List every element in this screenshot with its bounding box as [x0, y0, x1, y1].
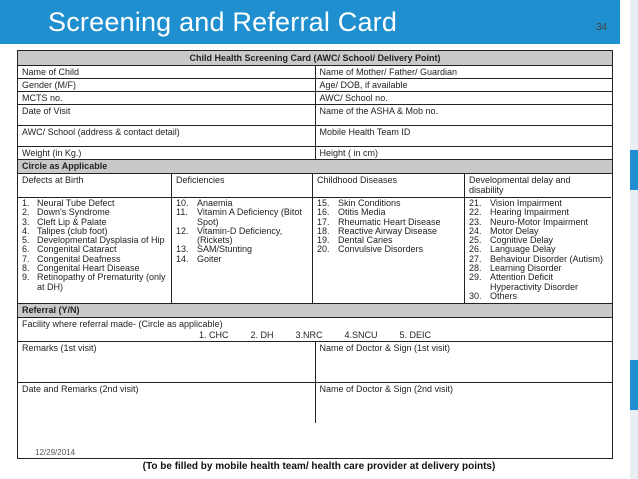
remarks-row-2 [18, 383, 612, 423]
category-heading: Deficiencies [172, 174, 312, 198]
condition-number: 24. [469, 225, 482, 236]
info-field-left: Weight (in Kg.) [22, 148, 82, 158]
condition-number: 23. [469, 216, 482, 227]
info-field-left: Name of Child [22, 67, 80, 77]
condition-number: 14. [176, 253, 189, 264]
condition-list [18, 198, 171, 294]
category-column [464, 174, 611, 303]
condition-number: 20. [317, 244, 330, 255]
condition-number: 2. [22, 207, 30, 218]
facility-option: 2. DH [250, 330, 274, 341]
screening-card [17, 50, 613, 459]
condition-text: Otitis Media [338, 207, 386, 218]
facility-option: 4.SNCU [344, 330, 378, 341]
edge-mark [630, 360, 638, 410]
category-heading: Developmental delay and disability [465, 174, 611, 198]
condition-text: Language Delay [490, 244, 556, 255]
condition-text: Cleft Lip & Palate [37, 216, 107, 227]
condition-number: 4. [22, 225, 30, 236]
info-field-right: AWC/ School no. [315, 92, 613, 104]
condition-item [22, 273, 167, 292]
condition-number: 19. [317, 235, 330, 246]
info-row [18, 79, 612, 92]
condition-number: 26. [469, 244, 482, 255]
condition-number: 15. [317, 198, 330, 208]
condition-number: 9. [22, 272, 30, 283]
card-header: Child Health Screening Card (AWC/ School/ Delivery Point) [18, 51, 612, 66]
facility-option: 3.NRC [295, 330, 323, 341]
info-field-right: Name of the ASHA & Mob no. [315, 105, 613, 125]
condition-item [176, 208, 308, 227]
condition-number: 29. [469, 272, 482, 283]
edge-mark [630, 150, 638, 190]
info-field-left: Date of Visit [22, 106, 71, 116]
condition-number: 5. [22, 235, 30, 246]
remarks-second-visit: Date and Remarks (2nd visit) [22, 384, 139, 395]
condition-text: Down's Syndrome [37, 207, 110, 218]
info-rows [18, 66, 612, 160]
condition-text: Motor Delay [490, 225, 539, 236]
condition-text: Neural Tube Defect [37, 198, 115, 208]
condition-text: Vitamin A Deficiency (Bitot Spot) [197, 207, 302, 227]
condition-text: Behaviour Disorder (Autism) [490, 253, 604, 264]
condition-grid [18, 174, 612, 304]
condition-text: Reactive Airway Disease [338, 225, 438, 236]
condition-item [176, 255, 308, 264]
condition-number: 18. [317, 225, 330, 236]
condition-text: Talipes (club foot) [37, 225, 108, 236]
category-heading: Childhood Diseases [313, 174, 464, 198]
condition-number: 7. [22, 253, 30, 264]
condition-text: Cognitive Delay [490, 235, 554, 246]
condition-text: Dental Caries [338, 235, 393, 246]
info-row [18, 105, 612, 126]
title-banner [0, 0, 620, 44]
condition-list [465, 198, 611, 303]
condition-text: Anaemia [197, 198, 233, 208]
condition-text: Retinopathy of Prematurity (only at DH) [37, 272, 166, 292]
doctor-sign-first-visit: Name of Doctor & Sign (1st visit) [315, 342, 613, 382]
slide-edge-decoration [630, 0, 638, 479]
condition-text: Attention Deficit Hyperactivity Disorder [490, 272, 579, 292]
info-field-left: AWC/ School (address & contact detail) [22, 127, 180, 137]
condition-number: 22. [469, 207, 482, 218]
condition-text: SAM/Stunting [197, 244, 253, 255]
condition-number: 30. [469, 290, 482, 301]
condition-number: 28. [469, 263, 482, 274]
condition-number: 13. [176, 244, 189, 255]
condition-number: 17. [317, 216, 330, 227]
condition-list [313, 198, 464, 257]
facility-option: 1. CHC [198, 330, 229, 341]
card-footer-note: (To be filled by mobile health team/ health care provider at delivery points) [142, 461, 496, 472]
circle-as-applicable: Circle as Applicable [18, 160, 612, 174]
condition-number: 21. [469, 198, 482, 208]
condition-text: Congenital Heart Disease [37, 263, 140, 274]
condition-number: 10. [176, 198, 189, 208]
condition-list [172, 198, 312, 266]
info-row [18, 92, 612, 105]
slide-number: 34 [596, 22, 608, 33]
condition-number: 6. [22, 244, 30, 255]
condition-item [317, 245, 460, 254]
condition-number: 16. [317, 207, 330, 218]
category-heading: Defects at Birth [18, 174, 171, 198]
referral-label: Referral (Y/N) [18, 304, 612, 318]
info-row [18, 66, 612, 79]
info-field-left: MCTS no. [22, 93, 63, 103]
condition-number: 27. [469, 253, 482, 264]
condition-number: 8. [22, 263, 30, 274]
condition-number: 1. [22, 198, 30, 208]
condition-text: Congenital Cataract [37, 244, 117, 255]
info-field-right: Mobile Health Team ID [315, 126, 613, 146]
condition-item [176, 227, 308, 246]
condition-number: 12. [176, 225, 189, 236]
condition-text: Convulsive Disorders [338, 244, 424, 255]
condition-item [176, 245, 308, 254]
category-column [18, 174, 171, 303]
facility-label: Facility where referral made- (Circle as applicable) [22, 319, 223, 330]
info-row [18, 126, 612, 147]
condition-text: Developmental Dysplasia of Hip [37, 235, 165, 246]
info-field-right: Height ( in cm) [315, 147, 613, 159]
condition-text: Rheumatic Heart Disease [338, 216, 441, 227]
condition-text: Neuro-Motor Impairment [490, 216, 589, 227]
condition-number: 11. [176, 207, 188, 218]
info-field-right: Name of Mother/ Father/ Guardian [315, 66, 613, 78]
facility-option: 5. DEIC [399, 330, 432, 341]
category-column [171, 174, 312, 303]
info-field-left: Gender (M/F) [22, 80, 77, 90]
facility-section [18, 318, 612, 342]
condition-text: Vision Impairment [490, 198, 562, 208]
condition-text: Vitamin-D Deficiency, (Rickets) [197, 225, 283, 246]
info-field-right: Age/ DOB, if available [315, 79, 613, 91]
slide-title: Screening and Referral Card [48, 7, 398, 37]
condition-item [469, 273, 607, 292]
condition-text: Others [490, 290, 518, 301]
condition-number: 25. [469, 235, 482, 246]
condition-text: Skin Conditions [338, 198, 401, 208]
category-column [312, 174, 464, 303]
remarks-row-1 [18, 342, 612, 383]
condition-text: Goiter [197, 253, 222, 264]
condition-text: Learning Disorder [490, 263, 562, 274]
condition-text: Hearing Impairment [490, 207, 570, 218]
condition-text: Congenital Deafness [37, 253, 121, 264]
info-row [18, 147, 612, 160]
condition-number: 3. [22, 216, 30, 227]
condition-item [469, 292, 607, 301]
slide-date: 12/29/2014 [35, 448, 76, 457]
remarks-first-visit: Remarks (1st visit) [22, 343, 97, 354]
doctor-sign-second-visit: Name of Doctor & Sign (2nd visit) [315, 383, 613, 423]
facility-options [22, 329, 608, 340]
